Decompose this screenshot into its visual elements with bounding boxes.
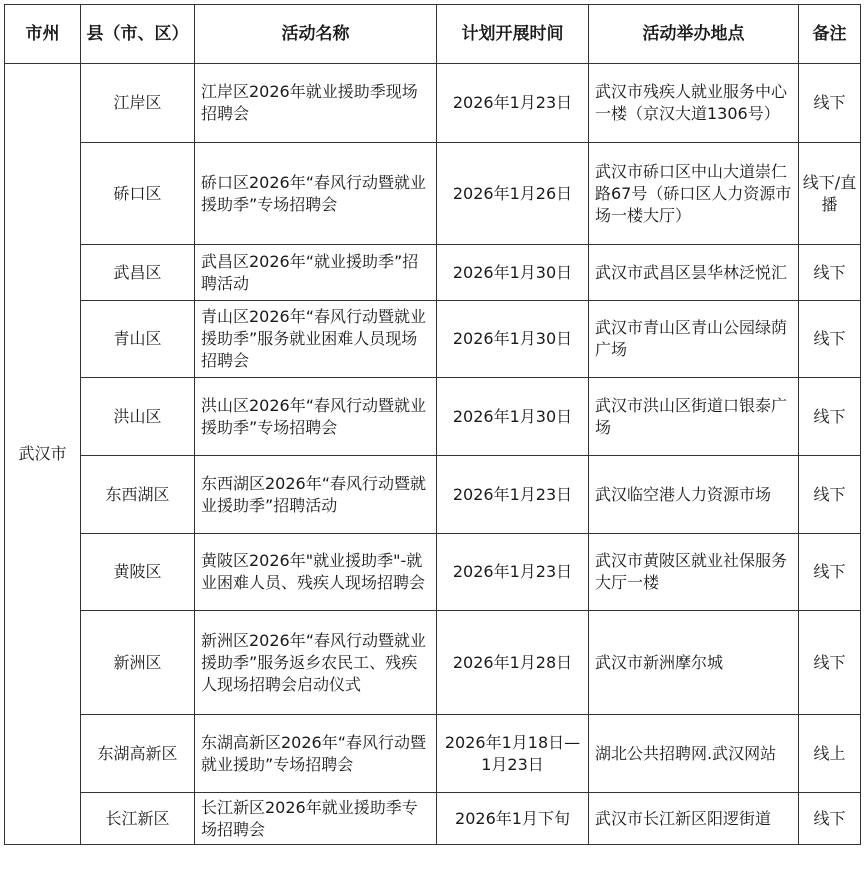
table-row bbox=[5, 245, 861, 301]
note-cell: 线下 bbox=[799, 301, 861, 378]
note-cell: 线下 bbox=[799, 378, 861, 456]
activity-name-cell: 武昌区2026年“就业援助季”招聘活动 bbox=[195, 245, 437, 301]
district-cell: 东西湖区 bbox=[81, 456, 195, 534]
table-row bbox=[5, 64, 861, 143]
district-cell: 江岸区 bbox=[81, 64, 195, 143]
header-city: 市州 bbox=[5, 5, 81, 64]
header-row bbox=[5, 5, 861, 64]
date-cell: 2026年1月30日 bbox=[437, 301, 589, 378]
location-cell: 武汉市青山区青山公园绿荫广场 bbox=[589, 301, 799, 378]
date-cell: 2026年1月28日 bbox=[437, 611, 589, 715]
date-cell: 2026年1月23日 bbox=[437, 456, 589, 534]
table-row bbox=[5, 378, 861, 456]
header-district: 县（市、区） bbox=[81, 5, 195, 64]
activity-name-cell: 新洲区2026年“春风行动暨就业援助季”服务返乡农民工、残疾人现场招聘会启动仪式 bbox=[195, 611, 437, 715]
note-cell: 线下 bbox=[799, 611, 861, 715]
table-row bbox=[5, 143, 861, 245]
activity-name-cell: 江岸区2026年就业援助季现场招聘会 bbox=[195, 64, 437, 143]
schedule-table bbox=[4, 4, 861, 845]
date-cell: 2026年1月23日 bbox=[437, 534, 589, 611]
note-cell: 线下 bbox=[799, 64, 861, 143]
header-planned-date: 计划开展时间 bbox=[437, 5, 589, 64]
district-cell: 洪山区 bbox=[81, 378, 195, 456]
location-cell: 武汉市武昌区昙华林泛悦汇 bbox=[589, 245, 799, 301]
date-cell: 2026年1月下旬 bbox=[437, 793, 589, 845]
location-cell: 武汉市新洲摩尔城 bbox=[589, 611, 799, 715]
district-cell: 青山区 bbox=[81, 301, 195, 378]
header-activity-name: 活动名称 bbox=[195, 5, 437, 64]
district-cell: 东湖高新区 bbox=[81, 715, 195, 793]
note-cell: 线下 bbox=[799, 534, 861, 611]
district-cell: 新洲区 bbox=[81, 611, 195, 715]
activity-name-cell: 硚口区2026年“春风行动暨就业援助季”专场招聘会 bbox=[195, 143, 437, 245]
job-fair-schedule bbox=[4, 4, 860, 845]
activity-name-cell: 东西湖区2026年“春风行动暨就业援助季”招聘活动 bbox=[195, 456, 437, 534]
location-cell: 武汉市硚口区中山大道崇仁路67号（硚口区人力资源市场一楼大厅） bbox=[589, 143, 799, 245]
location-cell: 武汉市残疾人就业服务中心一楼（京汉大道1306号） bbox=[589, 64, 799, 143]
date-cell: 2026年1月30日 bbox=[437, 245, 589, 301]
note-cell: 线下 bbox=[799, 793, 861, 845]
location-cell: 武汉市洪山区街道口银泰广场 bbox=[589, 378, 799, 456]
header-location: 活动举办地点 bbox=[589, 5, 799, 64]
activity-name-cell: 黄陂区2026年"就业援助季"-就业困难人员、残疾人现场招聘会 bbox=[195, 534, 437, 611]
city-cell: 武汉市 bbox=[5, 64, 81, 845]
activity-name-cell: 青山区2026年“春风行动暨就业援助季”服务就业困难人员现场招聘会 bbox=[195, 301, 437, 378]
activity-name-cell: 长江新区2026年就业援助季专场招聘会 bbox=[195, 793, 437, 845]
date-cell: 2026年1月26日 bbox=[437, 143, 589, 245]
district-cell: 硚口区 bbox=[81, 143, 195, 245]
table-row bbox=[5, 301, 861, 378]
district-cell: 长江新区 bbox=[81, 793, 195, 845]
location-cell: 武汉市长江新区阳逻街道 bbox=[589, 793, 799, 845]
table-row bbox=[5, 611, 861, 715]
table-row bbox=[5, 715, 861, 793]
activity-name-cell: 东湖高新区2026年“春风行动暨就业援助”专场招聘会 bbox=[195, 715, 437, 793]
date-cell: 2026年1月30日 bbox=[437, 378, 589, 456]
district-cell: 武昌区 bbox=[81, 245, 195, 301]
activity-name-cell: 洪山区2026年“春风行动暨就业援助季”专场招聘会 bbox=[195, 378, 437, 456]
table-row bbox=[5, 534, 861, 611]
header-note: 备注 bbox=[799, 5, 861, 64]
date-cell: 2026年1月23日 bbox=[437, 64, 589, 143]
note-cell: 线下 bbox=[799, 245, 861, 301]
date-cell: 2026年1月18日—1月23日 bbox=[437, 715, 589, 793]
district-cell: 黄陂区 bbox=[81, 534, 195, 611]
note-cell: 线下/直播 bbox=[799, 143, 861, 245]
location-cell: 湖北公共招聘网.武汉网站 bbox=[589, 715, 799, 793]
location-cell: 武汉临空港人力资源市场 bbox=[589, 456, 799, 534]
note-cell: 线下 bbox=[799, 456, 861, 534]
note-cell: 线上 bbox=[799, 715, 861, 793]
table-row bbox=[5, 793, 861, 845]
location-cell: 武汉市黄陂区就业社保服务大厅一楼 bbox=[589, 534, 799, 611]
table-row bbox=[5, 456, 861, 534]
